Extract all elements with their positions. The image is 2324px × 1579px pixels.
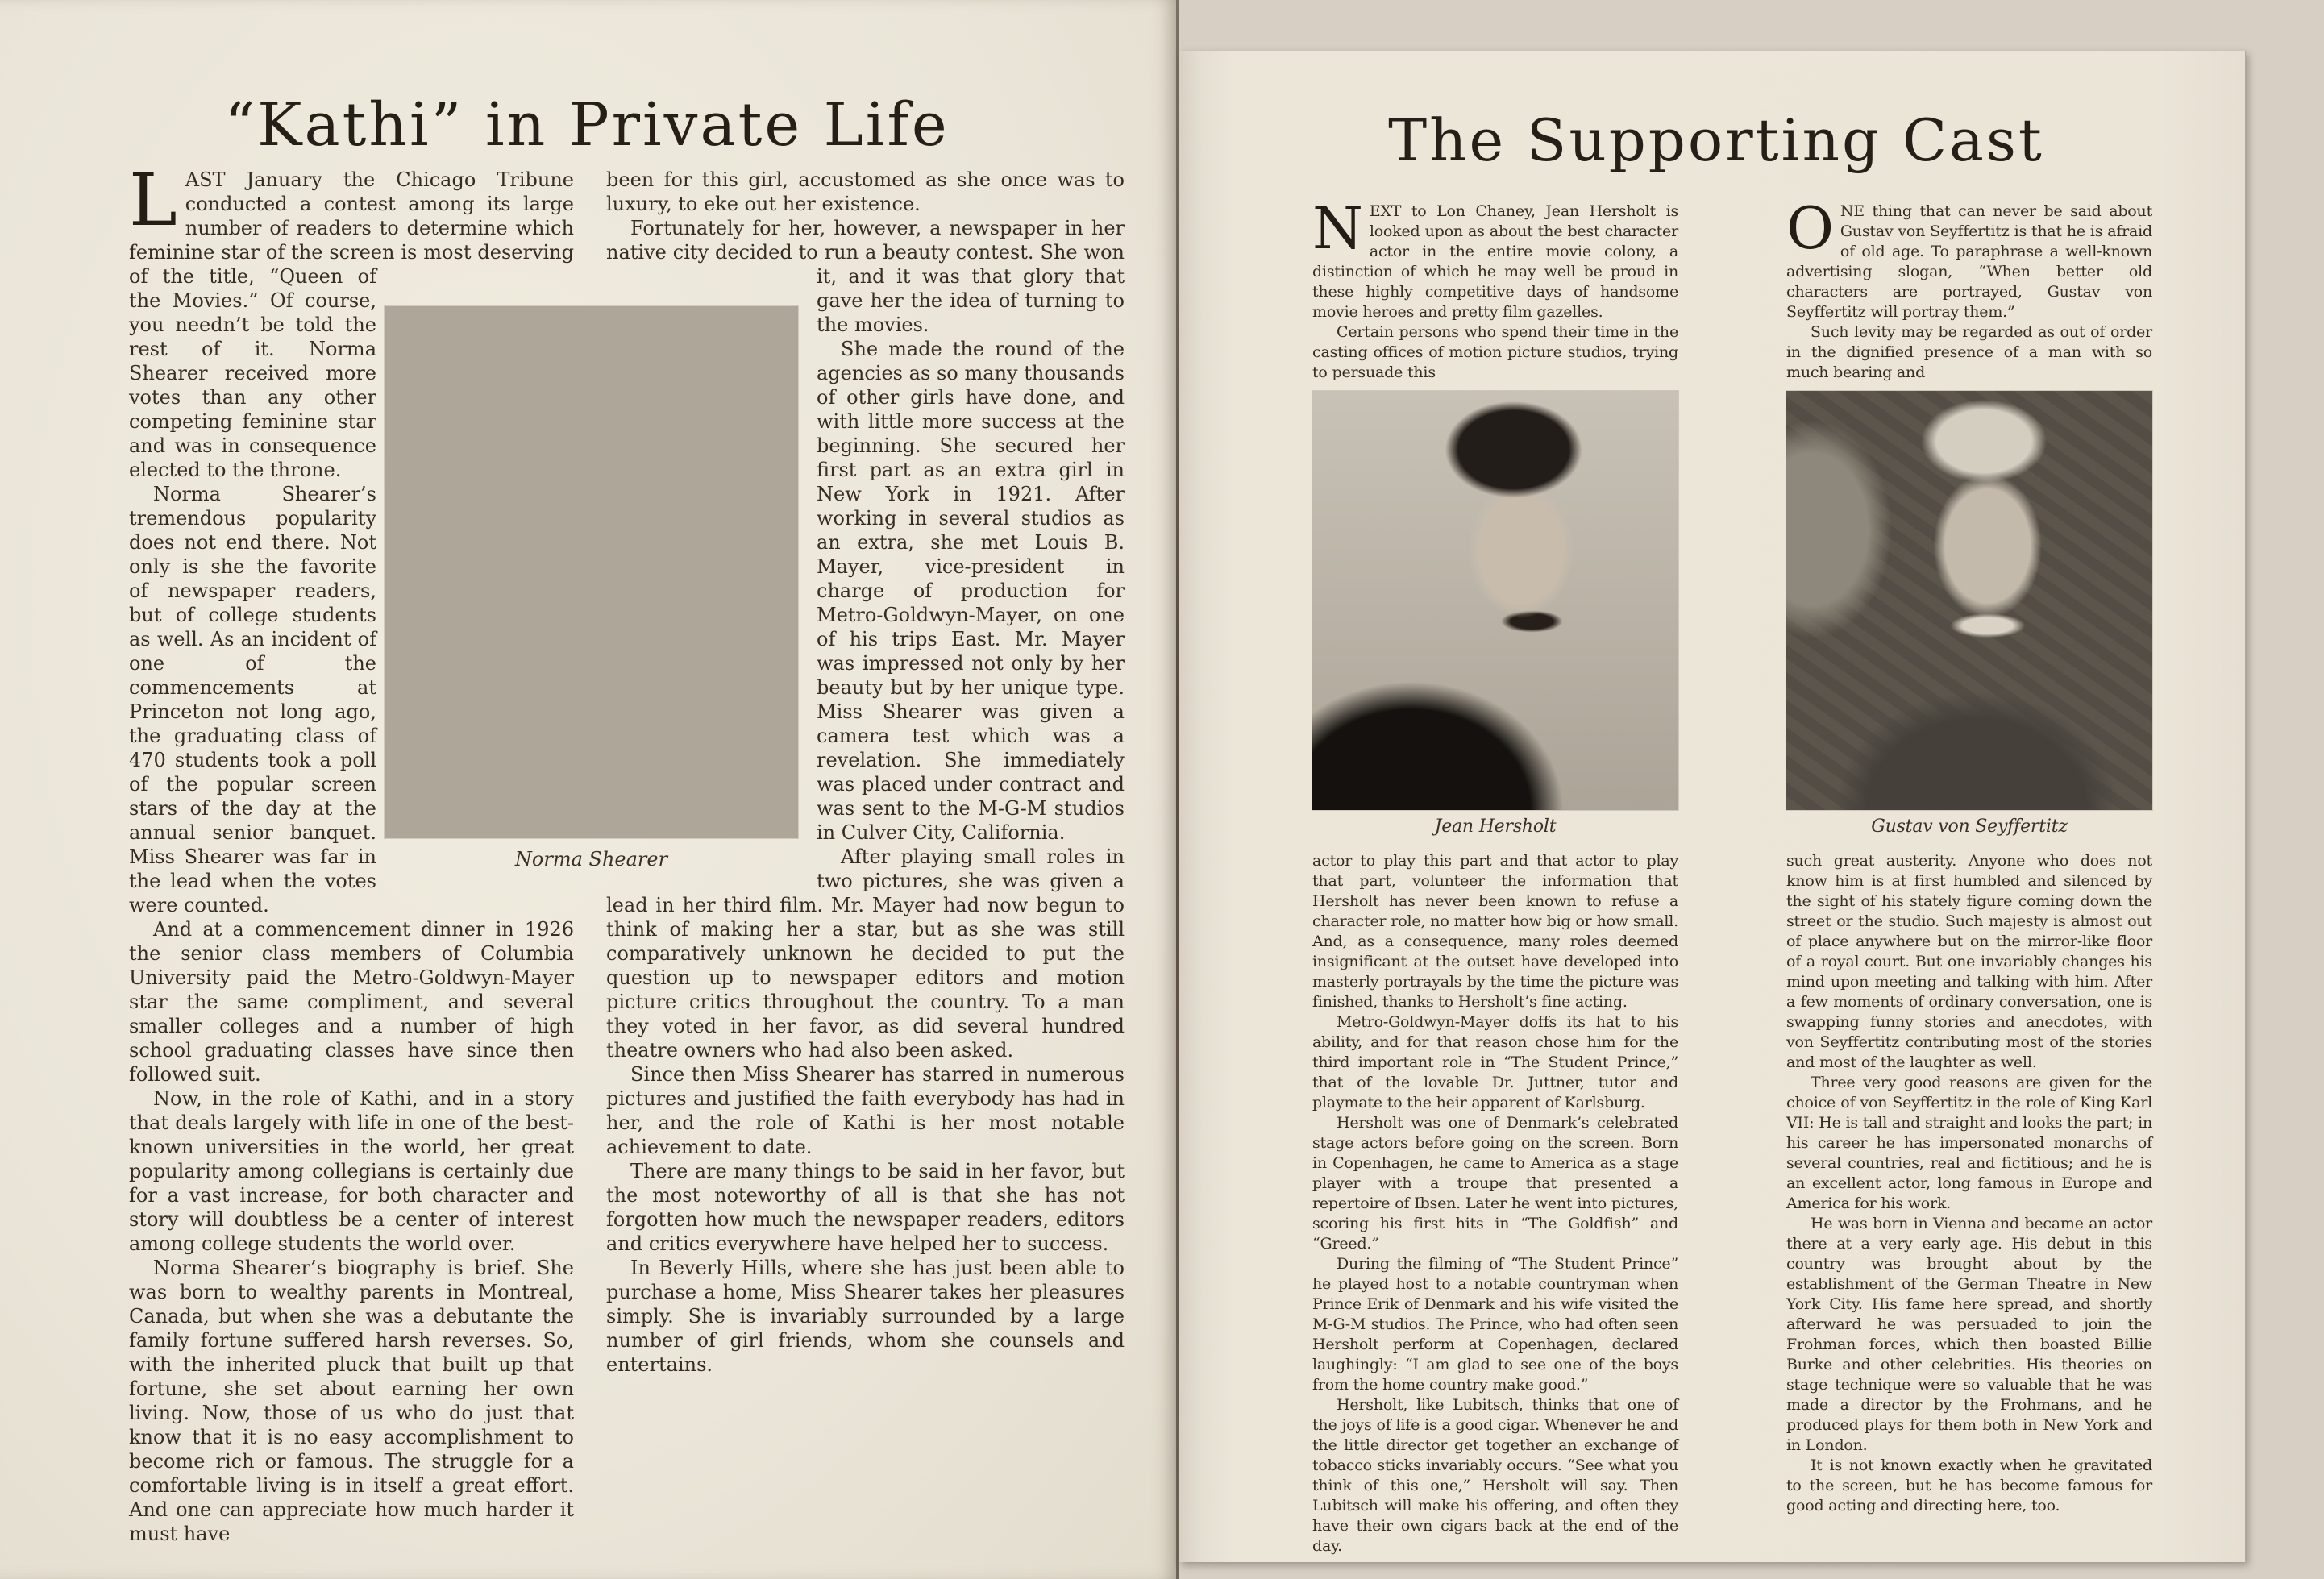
paragraph-text: contest. She won it, and it was that glory that gave her the idea of turning to the movies. — [817, 241, 1125, 336]
dropcap-letter: O — [1786, 194, 1834, 262]
lead-paragraph — [1312, 194, 1678, 322]
paragraph: Certain persons who spend their time in the casting offices of motion picture studios, trying to persuade this — [1312, 323, 1678, 381]
dropcap-letter: L — [129, 158, 177, 243]
paragraph: There are many things to be said in her favor, but the most noteworthy of all is that she has not forgotten how much the newspaper readers, editors and critics everywhere have helped her to success. — [606, 1160, 1125, 1255]
paragraph: After playing small roles in two pictures, she was given a lead in her third film. Mr. Mayer had now begun to think of making her a star, but as she was still comparatively unknown he decided to put the question up to newspaper editors and motion picture critics throughout the country. To a man they voted in her favor, as did several hundred theatre owners who had also been asked. — [606, 846, 1125, 1062]
paragraph: Now, in the role of Kathi, and in a story that deals largely with life in one of the best-known universities in the world, her great popularity among collegians is certainly due for a vast increase, for both character and story will doubtless be a center of interest among college students the world over. — [129, 1087, 574, 1255]
paragraph: During the filming of “The Student Prince” he played host to a notable countryman when Prince Erik of Denmark and his wife visited the M-G-M studios. The Prince, who had often seen Hersholt perform at Copenhagen, declared laughingly: “I am glad to see one of the boys from the home country make good.” — [1312, 1255, 1678, 1394]
paragraph-list — [606, 845, 1125, 1377]
paragraph — [606, 216, 1125, 337]
paragraph: Norma Shearer’s biography is brief. She was born to wealthy parents in Montreal, Canada, but when she was a debutante the family fortune suffered harsh reverses. So, with the inherited pluck that built up that fortune, she set about earning her own living. Now, those of us who do just that know that it is no easy accomplishment to become rich or famous. The struggle for a comfortable living is in itself a great effort. And one can appreciate how much harder it must have — [129, 1257, 574, 1545]
paragraph: Norma Shearer’s tremendous popularity does not end there. Not only is she the favorite of newspaper readers, but of college students as well. As an incident of one of the commencements at Princeton not long ago, the graduating class of 470 students took a poll of the popular screen stars of the day at the annual senior banquet. Miss Shearer was far in the lead when the votes were counted. — [129, 483, 376, 916]
paragraph-text: NE thing that can never be said about Gustav von Seyffertitz is that he is afraid of old age. To paraphrase a well-known advertising slogan, “When better old characters are portrayed, Gustav von Seyffertitz will portray them.” — [1786, 202, 2152, 321]
paragraph: actor to play this part and that actor to play that part, volunteer the information that Hersholt has never been known to refuse a character role, no matter how big or how small. And, as a consequence, many roles deemed insignificant at the outset have developed into masterly portrayals by the time the picture was finished, thanks to Hersholt’s fine acting. — [1312, 852, 1678, 1011]
left-column-2 — [606, 168, 1125, 1377]
paragraph: She made the round of the agencies as so many thousands of other girls have done, and with little more success at the beginning. She secured her first part as an extra girl in New York in 1921. After working in several studios as an extra, she met Louis B. Mayer, vice-president in charge of production for Metro-Goldwyn-Mayer, on one of his trips East. Mr. Mayer was impressed not only by her beauty but by her unique type. Miss Shearer was given a camera test which was a revelation. She immediately was placed under contract and was sent to the M-G-M studios in Culver City, California. — [817, 338, 1125, 844]
continuation-paragraph: been for this girl, accustomed as she once was to luxury, to eke out her existence. — [606, 168, 1125, 215]
paragraph-list — [1786, 851, 2152, 1516]
paragraph: Hersholt, like Lubitsch, thinks that one of the joys of life is a good cigar. Whenever he and the little director get together an exchange of tobacco sticks invariably occurs. “See what you think of this one,” Hersholt will say. Then Lubitsch will make his offering, and often they have their own cigars back at the end of the day. — [1312, 1396, 1678, 1555]
paragraph: He was born in Vienna and became an actor there at a very early age. His debut in this country was brought about by the establishment of the German Theatre in New York City. His fame here spread, and shortly afterward he was persuaded to join the Frohman forces, which then boasted Billie Burke and other celebrities. His theories on stage technique were so valuable that he was made a director by the Frohmans, and he produced plays for them both in New York and in London. — [1786, 1215, 2152, 1454]
jean-hersholt-photo — [1312, 391, 1678, 810]
paragraph: such great austerity. Anyone who does not know him is at first humbled and silenced by the sight of his stately figure coming down the street or the studio. Such majesty is almost out of place anywhere but on the mirror-like floor of a royal court. But one invariably changes his mind upon meeting and talking with him. After a few moments of ordinary conversation, one is swapping funny stories and anecdotes, with von Seyffertitz contributing most of the stories and most of the laughter as well. — [1786, 852, 2152, 1071]
norma-shearer-caption: Norma Shearer — [514, 848, 668, 871]
right-article-title: The Supporting Cast — [1388, 106, 2044, 174]
paragraph-text: Fortunately for her, however, a newspaper in her native city decided to run a beauty — [606, 217, 1125, 264]
paragraph: It is not known exactly when he gravitated to the screen, but he has become famous for good acting and directing here, too. — [1786, 1456, 2152, 1515]
paragraph-text: of the title, “Queen of the Movies.” Of course, you needn’t be told the rest of it. Norma Shearer received more votes than any other competing feminine star and was in consequence elected to the throne. — [129, 265, 376, 481]
paragraph-text: EXT to Lon Chaney, Jean Hersholt is looked upon as about the best character actor in the entire movie colony, a distinction of which he may well be proud in these highly competitive days of handsome movie heroes and pretty film gazelles. — [1312, 202, 1678, 321]
jean-hersholt-caption: Jean Hersholt — [1434, 817, 1557, 837]
gustav-von-seyffertitz-caption: Gustav von Seyffertitz — [1871, 817, 2068, 837]
photo-wrap-spacer — [606, 264, 817, 877]
dropcap-letter: N — [1312, 194, 1363, 262]
paragraph: Three very good reasons are given for the choice of von Seyffertitz in the role of King Karl VII: He is tall and straight and looks the part; in his career he has impersonated monarchs of several countries, real and fictitious; and he is an excellent actor, long famous in Europe and America for his work. — [1786, 1074, 2152, 1212]
gustav-von-seyffertitz-photo — [1786, 391, 2152, 810]
paragraph-list — [1312, 851, 1678, 1556]
paragraph: In Beverly Hills, where she has just been able to purchase a home, Miss Shearer takes her pleasures simply. She is invariably surrounded by a large number of girl friends, whom she counsels and entertains. — [606, 1257, 1125, 1376]
left-article-title: “Kathi” in Private Life — [224, 90, 950, 160]
paragraph: Hersholt was one of Denmark’s celebrated stage actors before going on the screen. Born in Copenhagen, he came to America as a stage player with a troupe that presented a repertoire of Ibsen. Later he went into pictures, scoring his first hits in “The Goldfish” and “Greed.” — [1312, 1114, 1678, 1253]
paragraph: Metro-Goldwyn-Mayer doffs its hat to his ability, and for that reason chose him for the third important role in “The Student Prince,” that of the lovable Dr. Juttner, tutor and playmate to the heir apparent of Karlsburg. — [1312, 1013, 1678, 1112]
right-column-1 — [1312, 194, 1678, 1556]
paragraph-text: AST January the Chicago Tribune conducted a contest among its large number of readers to determine which feminine star of the screen is most deserving — [129, 168, 574, 264]
right-column-2 — [1786, 194, 2152, 1516]
paragraph: Since then Miss Shearer has starred in numerous pictures and justified the faith everybody has had in her, and the role of Kathi is her most notable achievement to date. — [606, 1063, 1125, 1158]
paragraph: Such levity may be regarded as out of order in the dignified presence of a man with so much bearing and — [1786, 323, 2152, 381]
paragraph: And at a commencement dinner in 1926 the senior class members of Columbia University paid the Metro-Goldwyn-Mayer star the same compliment, and several smaller colleges and a number of high school graduating classes have since then followed suit. — [129, 918, 574, 1086]
lead-paragraph — [1786, 194, 2152, 322]
